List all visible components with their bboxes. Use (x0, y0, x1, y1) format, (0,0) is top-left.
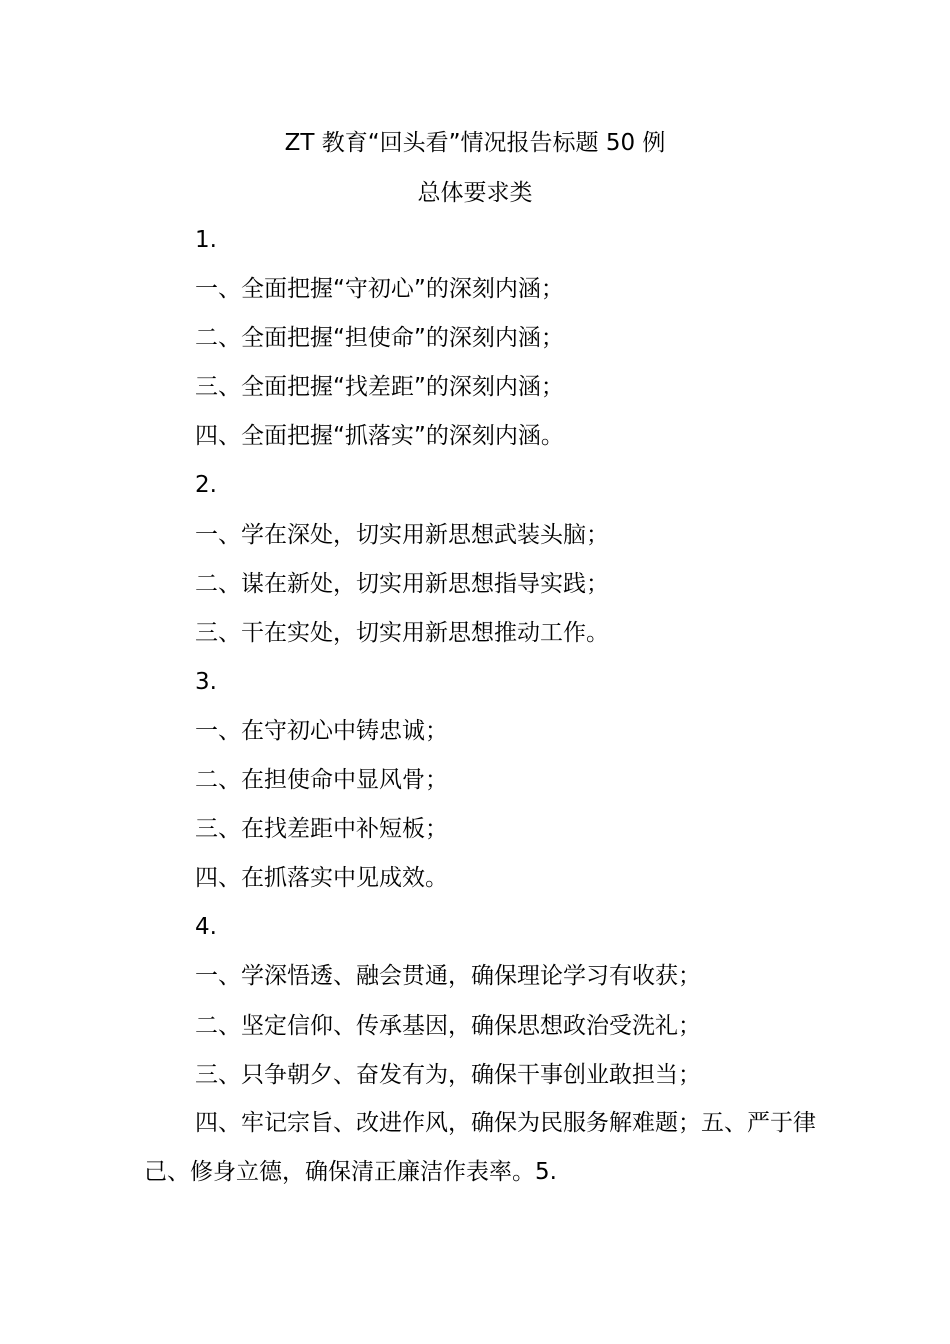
list-item: 一、学在深处，切实用新思想武装头脑； (195, 521, 609, 548)
document-body (144, 225, 834, 1197)
list-item: 1. (195, 227, 217, 253)
list-item: 二、坚定信仰、传承基因，确保思想政治受洗礼； (195, 1012, 701, 1039)
list-item: 3. (195, 668, 217, 695)
list-item: 4. (195, 914, 217, 941)
list-item: 三、在找差距中补短板； (195, 816, 448, 843)
final-paragraph: 四、牢记宗旨、改进作风，确保为民服务解难题；五、严于律己、修身立德，确保清正廉洁作表率。5. (144, 1110, 816, 1186)
list-item: 二、在担使命中显风骨； (195, 767, 448, 794)
list-item: 二、全面把握“担使命”的深刻内涵； (195, 325, 564, 352)
list-item: 三、只争朝夕、奋发有为，确保干事创业敢担当； (195, 1061, 701, 1088)
document-title: ZT 教育“回头看”情况报告标题 50 例 (284, 130, 666, 156)
list-item: 三、干在实处，切实用新思想推动工作。 (195, 619, 609, 646)
list-item: 二、谋在新处，切实用新思想指导实践； (195, 570, 609, 597)
list-item: 三、全面把握“找差距”的深刻内涵； (195, 374, 564, 401)
list-item: 四、在抓落实中见成效。 (195, 865, 448, 892)
list-item: 2. (195, 472, 217, 499)
list-item: 一、全面把握“守初心”的深刻内涵； (195, 276, 564, 303)
list-item: 一、在守初心中铸忠诚； (195, 717, 448, 744)
section-heading: 总体要求类 (417, 180, 533, 206)
list-item: 一、学深悟透、融会贯通，确保理论学习有收获； (195, 963, 701, 990)
list-item: 四、全面把握“抓落实”的深刻内涵。 (195, 423, 564, 450)
